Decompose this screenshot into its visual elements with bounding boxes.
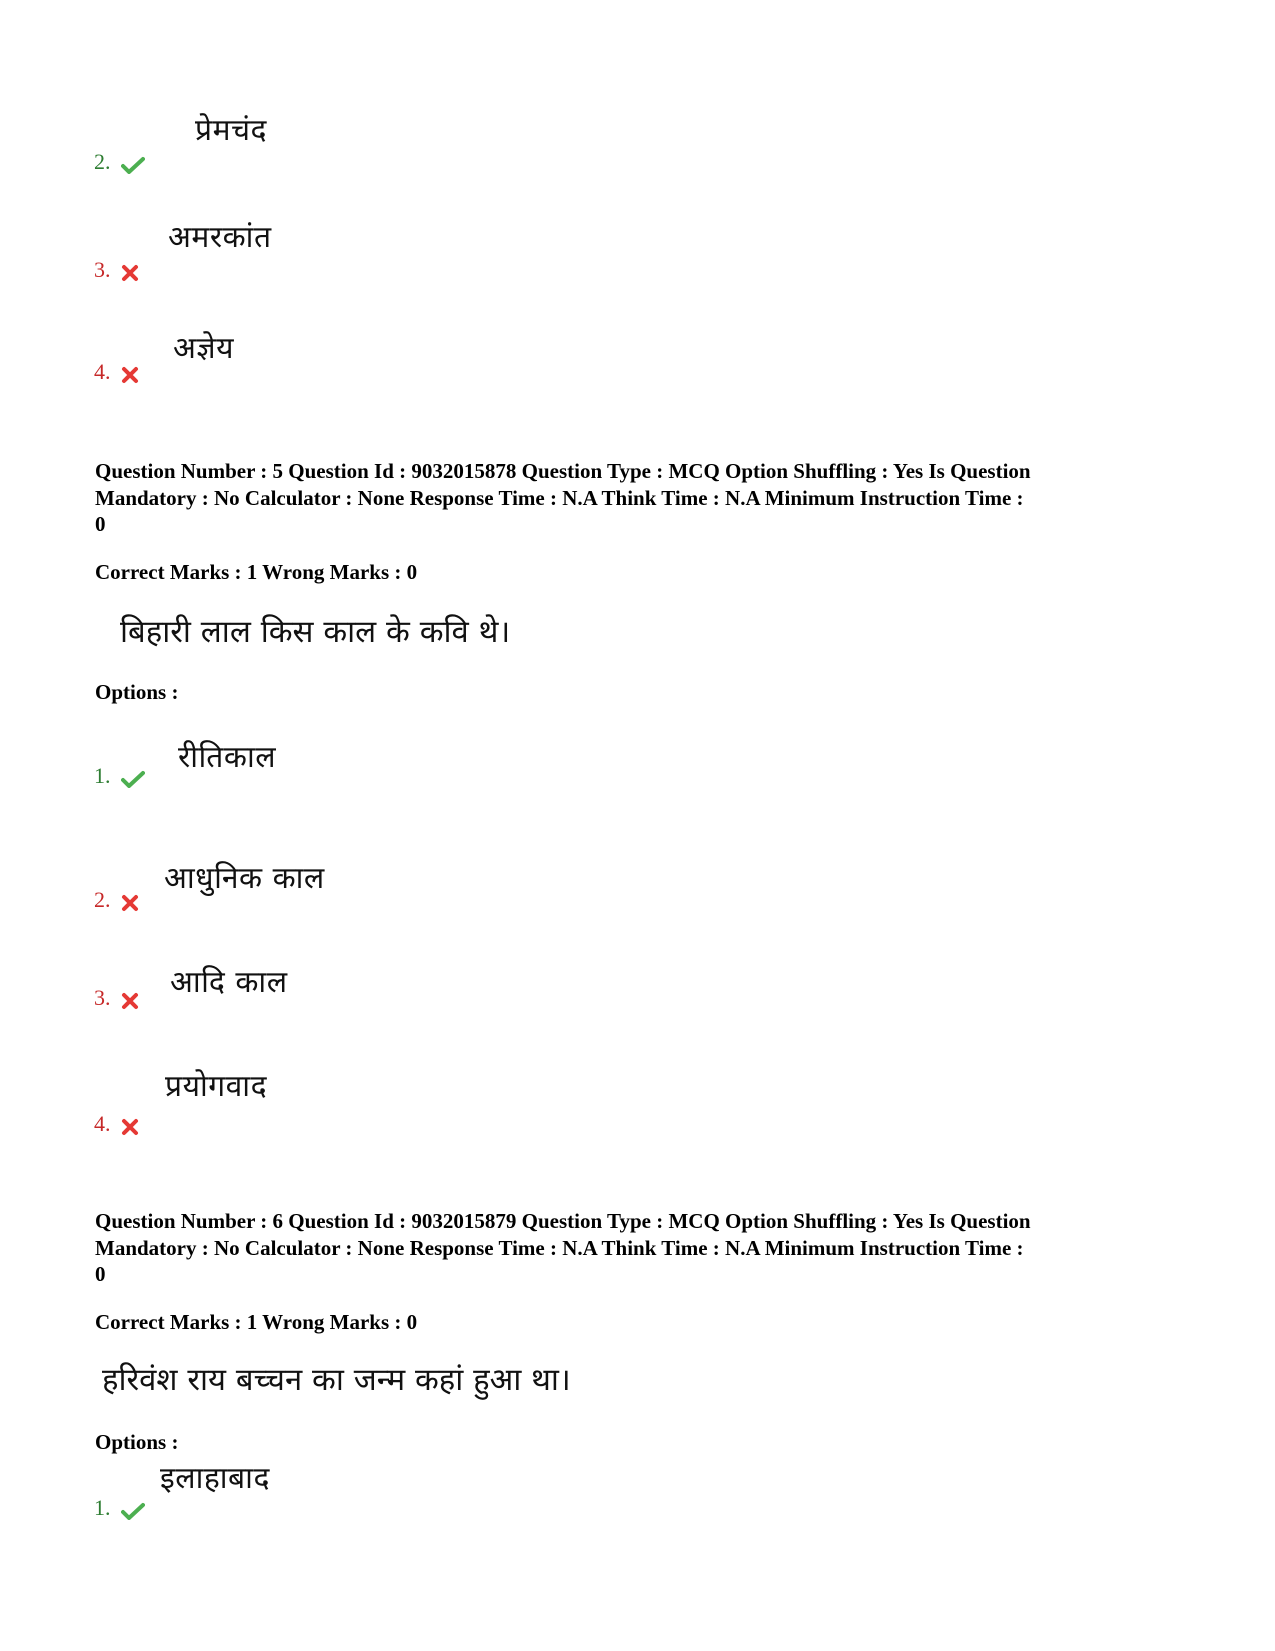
question-marks: Correct Marks : 1 Wrong Marks : 0 (95, 560, 418, 584)
option-number: 1. (94, 1495, 111, 1520)
option-row (94, 986, 139, 1010)
option-text: प्रयोगवाद (165, 1069, 268, 1104)
option-text: आदि काल (170, 965, 288, 1000)
option-text: आधुनिक काल (164, 861, 325, 896)
check-icon (121, 156, 145, 174)
question-meta: 0 (95, 1262, 106, 1286)
question-text: बिहारी लाल किस काल के कवि थे। (120, 614, 511, 650)
check-icon (121, 770, 145, 788)
option-number: 4. (94, 1111, 111, 1136)
option-number: 4. (94, 359, 111, 384)
option-text: प्रेमचंद (195, 113, 267, 148)
question-meta: Mandatory : No Calculator : None Response Time : N.A Think Time : N.A Minimum Instruction Time : (95, 485, 1024, 510)
question-text: हरिवंश राय बच्चन का जन्म कहां हुआ था। (102, 1362, 571, 1398)
question-header (95, 1208, 1190, 1288)
check-icon (121, 1502, 145, 1520)
option-text: अज्ञेय (173, 331, 235, 366)
option-text: इलाहाबाद (160, 1461, 270, 1496)
option-row (94, 150, 145, 174)
option-row (94, 764, 145, 788)
option-number: 3. (94, 257, 111, 282)
option-row (94, 1112, 139, 1136)
cross-icon (121, 264, 139, 282)
option-number: 1. (94, 763, 111, 788)
options-label: Options : (95, 680, 179, 704)
option-row (94, 888, 139, 912)
option-row (94, 258, 139, 282)
cross-icon (121, 992, 139, 1010)
cross-icon (121, 366, 139, 384)
options-label: Options : (95, 1430, 179, 1454)
question-header (95, 458, 1190, 538)
question-meta: Mandatory : No Calculator : None Response Time : N.A Think Time : N.A Minimum Instruction Time : (95, 1235, 1024, 1260)
option-row (94, 360, 139, 384)
option-number: 2. (94, 149, 111, 174)
option-text: रीतिकाल (178, 740, 277, 775)
question-meta: Question Number : 6 Question Id : 9032015879 Question Type : MCQ Option Shuffling : Yes Is Question (95, 1209, 1031, 1233)
cross-icon (121, 894, 139, 912)
option-text: अमरकांत (168, 220, 272, 255)
question-meta: 0 (95, 512, 106, 536)
cross-icon (121, 1118, 139, 1136)
option-row (94, 1496, 145, 1520)
option-number: 2. (94, 887, 111, 912)
question-marks: Correct Marks : 1 Wrong Marks : 0 (95, 1310, 418, 1334)
option-number: 3. (94, 985, 111, 1010)
question-meta: Question Number : 5 Question Id : 9032015878 Question Type : MCQ Option Shuffling : Yes Is Question (95, 459, 1031, 483)
